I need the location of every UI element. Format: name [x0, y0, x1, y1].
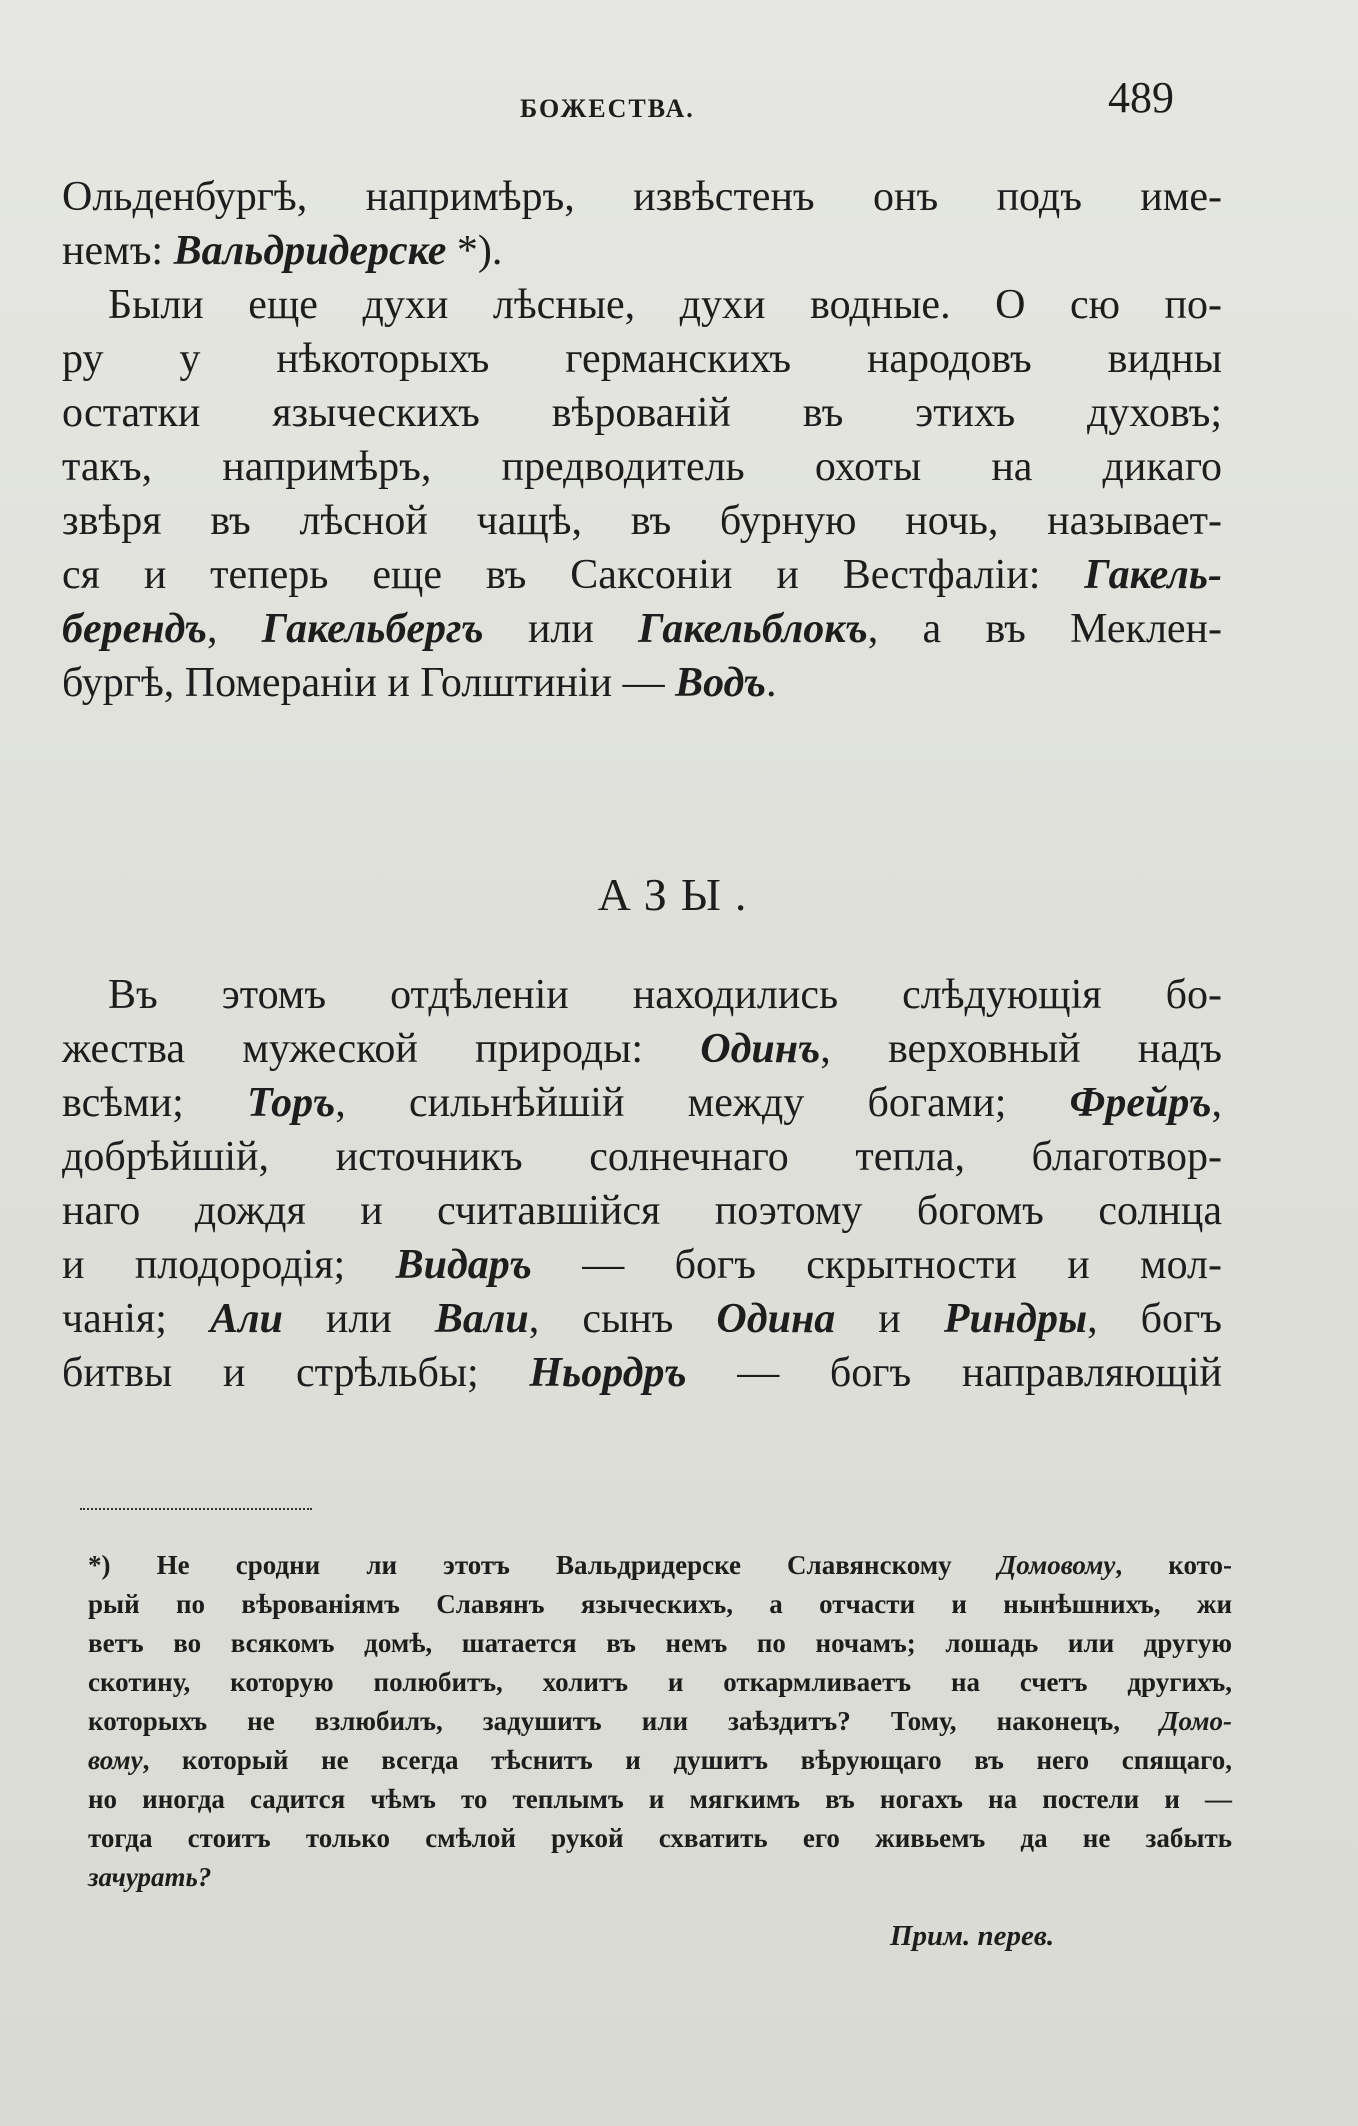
text-line: ру у нѣкоторыхъ германскихъ народовъ видны	[62, 336, 1222, 382]
italic-name: Вальдридерске	[173, 228, 447, 274]
italic-name: Гакельблокъ	[638, 606, 868, 652]
section-title: АЗЫ.	[597, 869, 761, 920]
italic-name: берендъ	[62, 606, 207, 652]
page-number: 489	[1108, 73, 1174, 122]
italic-name: Одинъ	[700, 1026, 821, 1072]
text-line: наго дождя и считавшійся поэтому богомъ солнца	[62, 1188, 1222, 1234]
paragraph-1	[62, 170, 1222, 278]
text-line: добрѣйшій, источникъ солнечнаго тепла, благотвор-	[62, 1134, 1222, 1180]
italic-name: Водъ	[675, 660, 766, 706]
running-head: БОЖЕСТВА.	[520, 94, 695, 123]
text-line: берендъ, Гакельбергъ или Гакельблокъ, а въ Меклен-	[62, 606, 1223, 652]
italic-name: Торъ	[246, 1080, 336, 1126]
italic-name: Видаръ	[395, 1242, 532, 1288]
italic-name: Домовому	[997, 1550, 1116, 1580]
footnote-line: ветъ во всякомъ домѣ, шатается въ немъ по ночамъ; лошадь или другую	[88, 1628, 1232, 1658]
text-line: остатки языческихъ вѣрованій въ этихъ духовъ;	[62, 390, 1222, 436]
footnote	[88, 1546, 1232, 1897]
italic-name: вому	[88, 1745, 143, 1775]
text-line: чанія; Али или Вали, сынъ Одина и Риндры, богъ	[62, 1296, 1222, 1342]
italic-name: Гакель-	[1084, 552, 1222, 598]
text-line: Ольденбургѣ, напримѣръ, извѣстенъ онъ подъ име-	[62, 174, 1222, 220]
footnote-line: *) Не сродни ли этотъ Вальдридерске Славянскому Домовому, кото-	[88, 1550, 1232, 1580]
text-line: Были еще духи лѣсные, духи водные. О сю по-	[108, 282, 1222, 328]
page-header	[0, 72, 1358, 132]
italic-name: Домо-	[1160, 1706, 1232, 1736]
text-line: битвы и стрѣльбы; Ньордръ — богъ направляющій	[62, 1350, 1222, 1396]
text-line: жества мужеской природы: Одинъ, верховный надъ	[62, 1026, 1222, 1072]
footnote-line: которыхъ не взлюбилъ, задушитъ или заѣздитъ? Тому, наконецъ, Домо-	[88, 1706, 1232, 1736]
footnote-line: рый по вѣрованіямъ Славянъ языческихъ, а отчасти и нынѣшнихъ, жи	[88, 1589, 1232, 1619]
text-line: ся и теперь еще въ Саксоніи и Вестфаліи: Гакель-	[62, 552, 1222, 598]
italic-name: Гакельбергъ	[261, 606, 484, 652]
text-line: и плодородія; Видаръ — богъ скрытности и мол-	[62, 1242, 1223, 1288]
italic-name: Фрейръ	[1069, 1080, 1212, 1126]
text-line: звѣря въ лѣсной чащѣ, въ бурную ночь, называет-	[62, 498, 1222, 544]
italic-name: Ньордръ	[529, 1350, 687, 1396]
italic-name: Риндры	[943, 1296, 1088, 1342]
text-line: такъ, напримѣръ, предводитель охоты на дикаго	[62, 444, 1222, 490]
italic-name: Вали	[434, 1296, 529, 1342]
italic-name: Одина	[716, 1296, 836, 1342]
footnote-line: но иногда садится чѣмъ то теплымъ и мягкимъ въ ногахъ на постели и —	[88, 1784, 1232, 1814]
text-line: бургѣ, Помераніи и Голштиніи — Водъ.	[62, 660, 777, 706]
footnote-signature: Прим. перев.	[890, 1920, 1055, 1952]
footnote-line	[88, 1858, 1232, 1897]
paragraph-2	[62, 278, 1222, 710]
footnote-line: вому, который не всегда тѣснитъ и душитъ вѣрующаго въ него спящаго,	[88, 1745, 1232, 1775]
paragraph-3	[62, 968, 1222, 1400]
italic-name: зачурать?	[88, 1862, 212, 1892]
italic-name: Али	[209, 1296, 283, 1342]
footnote-divider	[80, 1508, 312, 1510]
text-line: всѣми; Торъ, сильнѣйшій между богами; Фрейръ,	[62, 1080, 1223, 1126]
text-line: Въ этомъ отдѣленіи находились слѣдующія бо-	[108, 972, 1222, 1018]
footnote-line: скотину, которую полюбитъ, холитъ и откармливаетъ на счетъ другихъ,	[88, 1667, 1232, 1697]
body-text-lower	[62, 968, 1222, 1400]
footnote-line: тогда стоитъ только смѣлой рукой схватить его живьемъ да не забыть	[88, 1823, 1232, 1853]
text-line: немъ: Вальдридерске *).	[62, 228, 503, 274]
body-text-upper	[62, 170, 1222, 710]
